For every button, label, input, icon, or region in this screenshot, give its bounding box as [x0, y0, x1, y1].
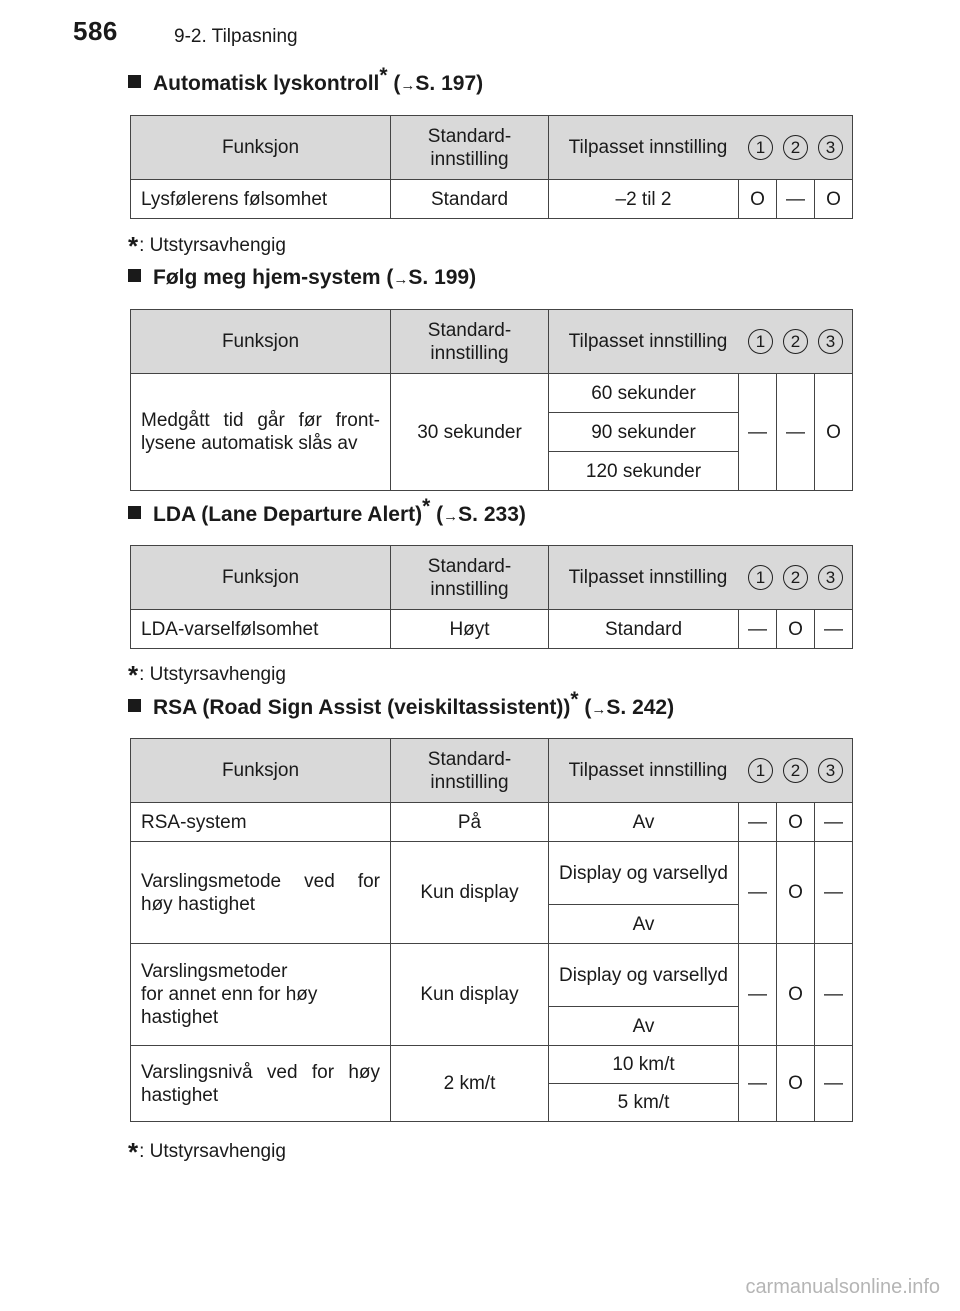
circled-number-3-icon: 3	[818, 329, 843, 354]
table-row: 120 sekunder	[131, 452, 853, 491]
circled-number-2-icon: 2	[783, 329, 808, 354]
bullet-square-icon	[128, 75, 141, 88]
header-standard: Standard- innstilling	[391, 310, 549, 374]
table-row: Varslingsmetode ved for høy hastighet Kun display Display og varsellyd — O —	[131, 842, 853, 905]
circled-number-1-icon: 1	[748, 329, 773, 354]
table-row: Av	[131, 1007, 853, 1046]
bullet-square-icon	[128, 269, 141, 282]
header-tilpasset: Tilpasset innstilling 1 2 3	[549, 546, 853, 610]
circled-number-1-icon: 1	[748, 135, 773, 160]
circled-number-2-icon: 2	[783, 135, 808, 160]
header-standard: Standard- innstilling	[391, 739, 549, 803]
circled-number-3-icon: 3	[818, 758, 843, 783]
circled-number-3-icon: 3	[818, 565, 843, 590]
table-row: Lysfølerens følsomhet Standard –2 til 2 O — O	[131, 180, 853, 219]
settings-table-rsa	[130, 738, 853, 1122]
table-row: LDA-varselfølsomhet Høyt Standard — O —	[131, 610, 853, 649]
settings-table-automatisk-lyskontroll	[130, 115, 853, 219]
header-standard: Standard- innstilling	[391, 546, 549, 610]
circled-number-2-icon: 2	[783, 758, 808, 783]
arrow-icon: →	[443, 508, 459, 525]
watermark: carmanualsonline.info	[745, 1276, 940, 1298]
bullet-square-icon	[128, 699, 141, 712]
circled-number-2-icon: 2	[783, 565, 808, 590]
circled-number-1-icon: 1	[748, 565, 773, 590]
header-standard: Standard- innstilling	[391, 116, 549, 180]
table-row: Av	[131, 905, 853, 944]
header-funksjon: Funksjon	[131, 546, 391, 610]
table-row: Varslingsnivå ved for høy hastighet 2 km/t 10 km/t — O —	[131, 1046, 853, 1084]
table-header-row	[131, 116, 853, 180]
arrow-icon: →	[393, 271, 409, 288]
circled-number-3-icon: 3	[818, 135, 843, 160]
header-funksjon: Funksjon	[131, 116, 391, 180]
header-tilpasset: Tilpasset innstilling 1 2 3	[549, 739, 853, 803]
chapter-title: 9-2. Tilpasning	[174, 26, 298, 47]
section-heading-lda: LDA (Lane Departure Alert)* (→S. 233)	[128, 503, 526, 527]
table-row: RSA-system På Av — O —	[131, 803, 853, 842]
table-header-row	[131, 546, 853, 610]
section-heading-folg-meg-hjem: Følg meg hjem-system (→S. 199)	[128, 266, 476, 290]
section-heading-rsa: RSA (Road Sign Assist (veiskiltassistent))* (→S. 242)	[128, 696, 674, 720]
arrow-icon: →	[400, 77, 416, 94]
footnote: *: Utstyrsavhengig	[128, 1137, 286, 1167]
bullet-square-icon	[128, 506, 141, 519]
page-reference-link[interactable]: S. 242	[606, 696, 668, 719]
page-number: 586	[73, 16, 118, 46]
page-reference-link[interactable]: S. 233	[458, 503, 519, 526]
page-reference-link[interactable]: S. 197	[415, 72, 477, 95]
footnote: *: Utstyrsavhengig	[128, 660, 286, 690]
header-funksjon: Funksjon	[131, 739, 391, 803]
page-reference-link[interactable]: S. 199	[408, 266, 470, 289]
circled-number-1-icon: 1	[748, 758, 773, 783]
header-tilpasset: Tilpasset innstilling 1 2 3	[549, 116, 853, 180]
table-row: Varslingsmetoder for annet enn for høy hastighet Kun display Display og varsellyd — O —	[131, 944, 853, 1007]
settings-table-folg-meg-hjem	[130, 309, 853, 491]
header-tilpasset: Tilpasset innstilling 1 2 3	[549, 310, 853, 374]
arrow-icon: →	[591, 701, 607, 718]
header-funksjon: Funksjon	[131, 310, 391, 374]
section-heading-automatisk-lyskontroll: Automatisk lyskontroll* (→S. 197)	[128, 72, 483, 96]
table-row: 5 km/t	[131, 1084, 853, 1122]
table-row: 90 sekunder	[131, 413, 853, 452]
settings-table-lda	[130, 545, 853, 649]
footnote: *: Utstyrsavhengig	[128, 231, 286, 261]
table-header-row	[131, 310, 853, 374]
table-header-row	[131, 739, 853, 803]
table-row: Medgått tid går før front-lysene automatisk slås av 30 sekunder 60 sekunder — — O	[131, 374, 853, 413]
